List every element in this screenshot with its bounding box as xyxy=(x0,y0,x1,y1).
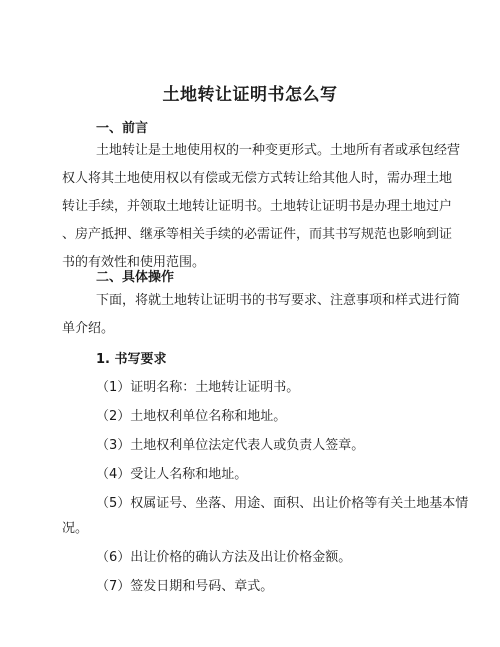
requirement-item: （1）证明名称：土地转让证明书。 xyxy=(96,380,300,395)
requirement-item-continuation: 况。 xyxy=(62,521,89,536)
subsection-heading-requirements: 1. 书写要求 xyxy=(96,352,167,367)
paragraph-line: 书的有效性和使用范围。 xyxy=(62,255,206,270)
requirement-item: （6）出让价格的确认方法及出让价格金额。 xyxy=(96,550,352,565)
document-title: 土地转让证明书怎么写 xyxy=(162,85,338,105)
requirement-item: （5）权属证号、坐落、用途、面积、出让价格等有关土地基本情 xyxy=(96,496,469,511)
requirement-item: （2）土地权利单位名称和地址。 xyxy=(96,409,287,424)
paragraph-line: 、房产抵押、继承等相关手续的必需证件，而其书写规范也影响到证 xyxy=(62,227,453,242)
paragraph-line: 土地转让是土地使用权的一种变更形式。土地所有者或承包经营 xyxy=(96,143,461,158)
operation-paragraph xyxy=(62,287,461,343)
section-heading-preface: 一、前言 xyxy=(96,121,149,136)
requirement-item: （4）受让人名称和地址。 xyxy=(96,467,248,482)
paragraph-line: 权人将其土地使用权以有偿或无偿方式转让给其他人时，需办理土地 xyxy=(62,171,453,186)
requirement-item: （3）土地权利单位法定代表人或负责人签章。 xyxy=(96,438,365,453)
requirement-item: （7）签发日期和号码、章式。 xyxy=(96,579,274,594)
section-heading-operation: 二、具体操作 xyxy=(96,270,175,285)
paragraph-line: 下面，将就土地转让证明书的书写要求、注意事项和样式进行简 xyxy=(96,293,461,308)
paragraph-line: 转让手续，并领取土地转让证明书。土地转让证明书是办理土地过户 xyxy=(62,199,453,214)
preface-paragraph xyxy=(62,137,461,277)
paragraph-line: 单介绍。 xyxy=(62,321,115,336)
